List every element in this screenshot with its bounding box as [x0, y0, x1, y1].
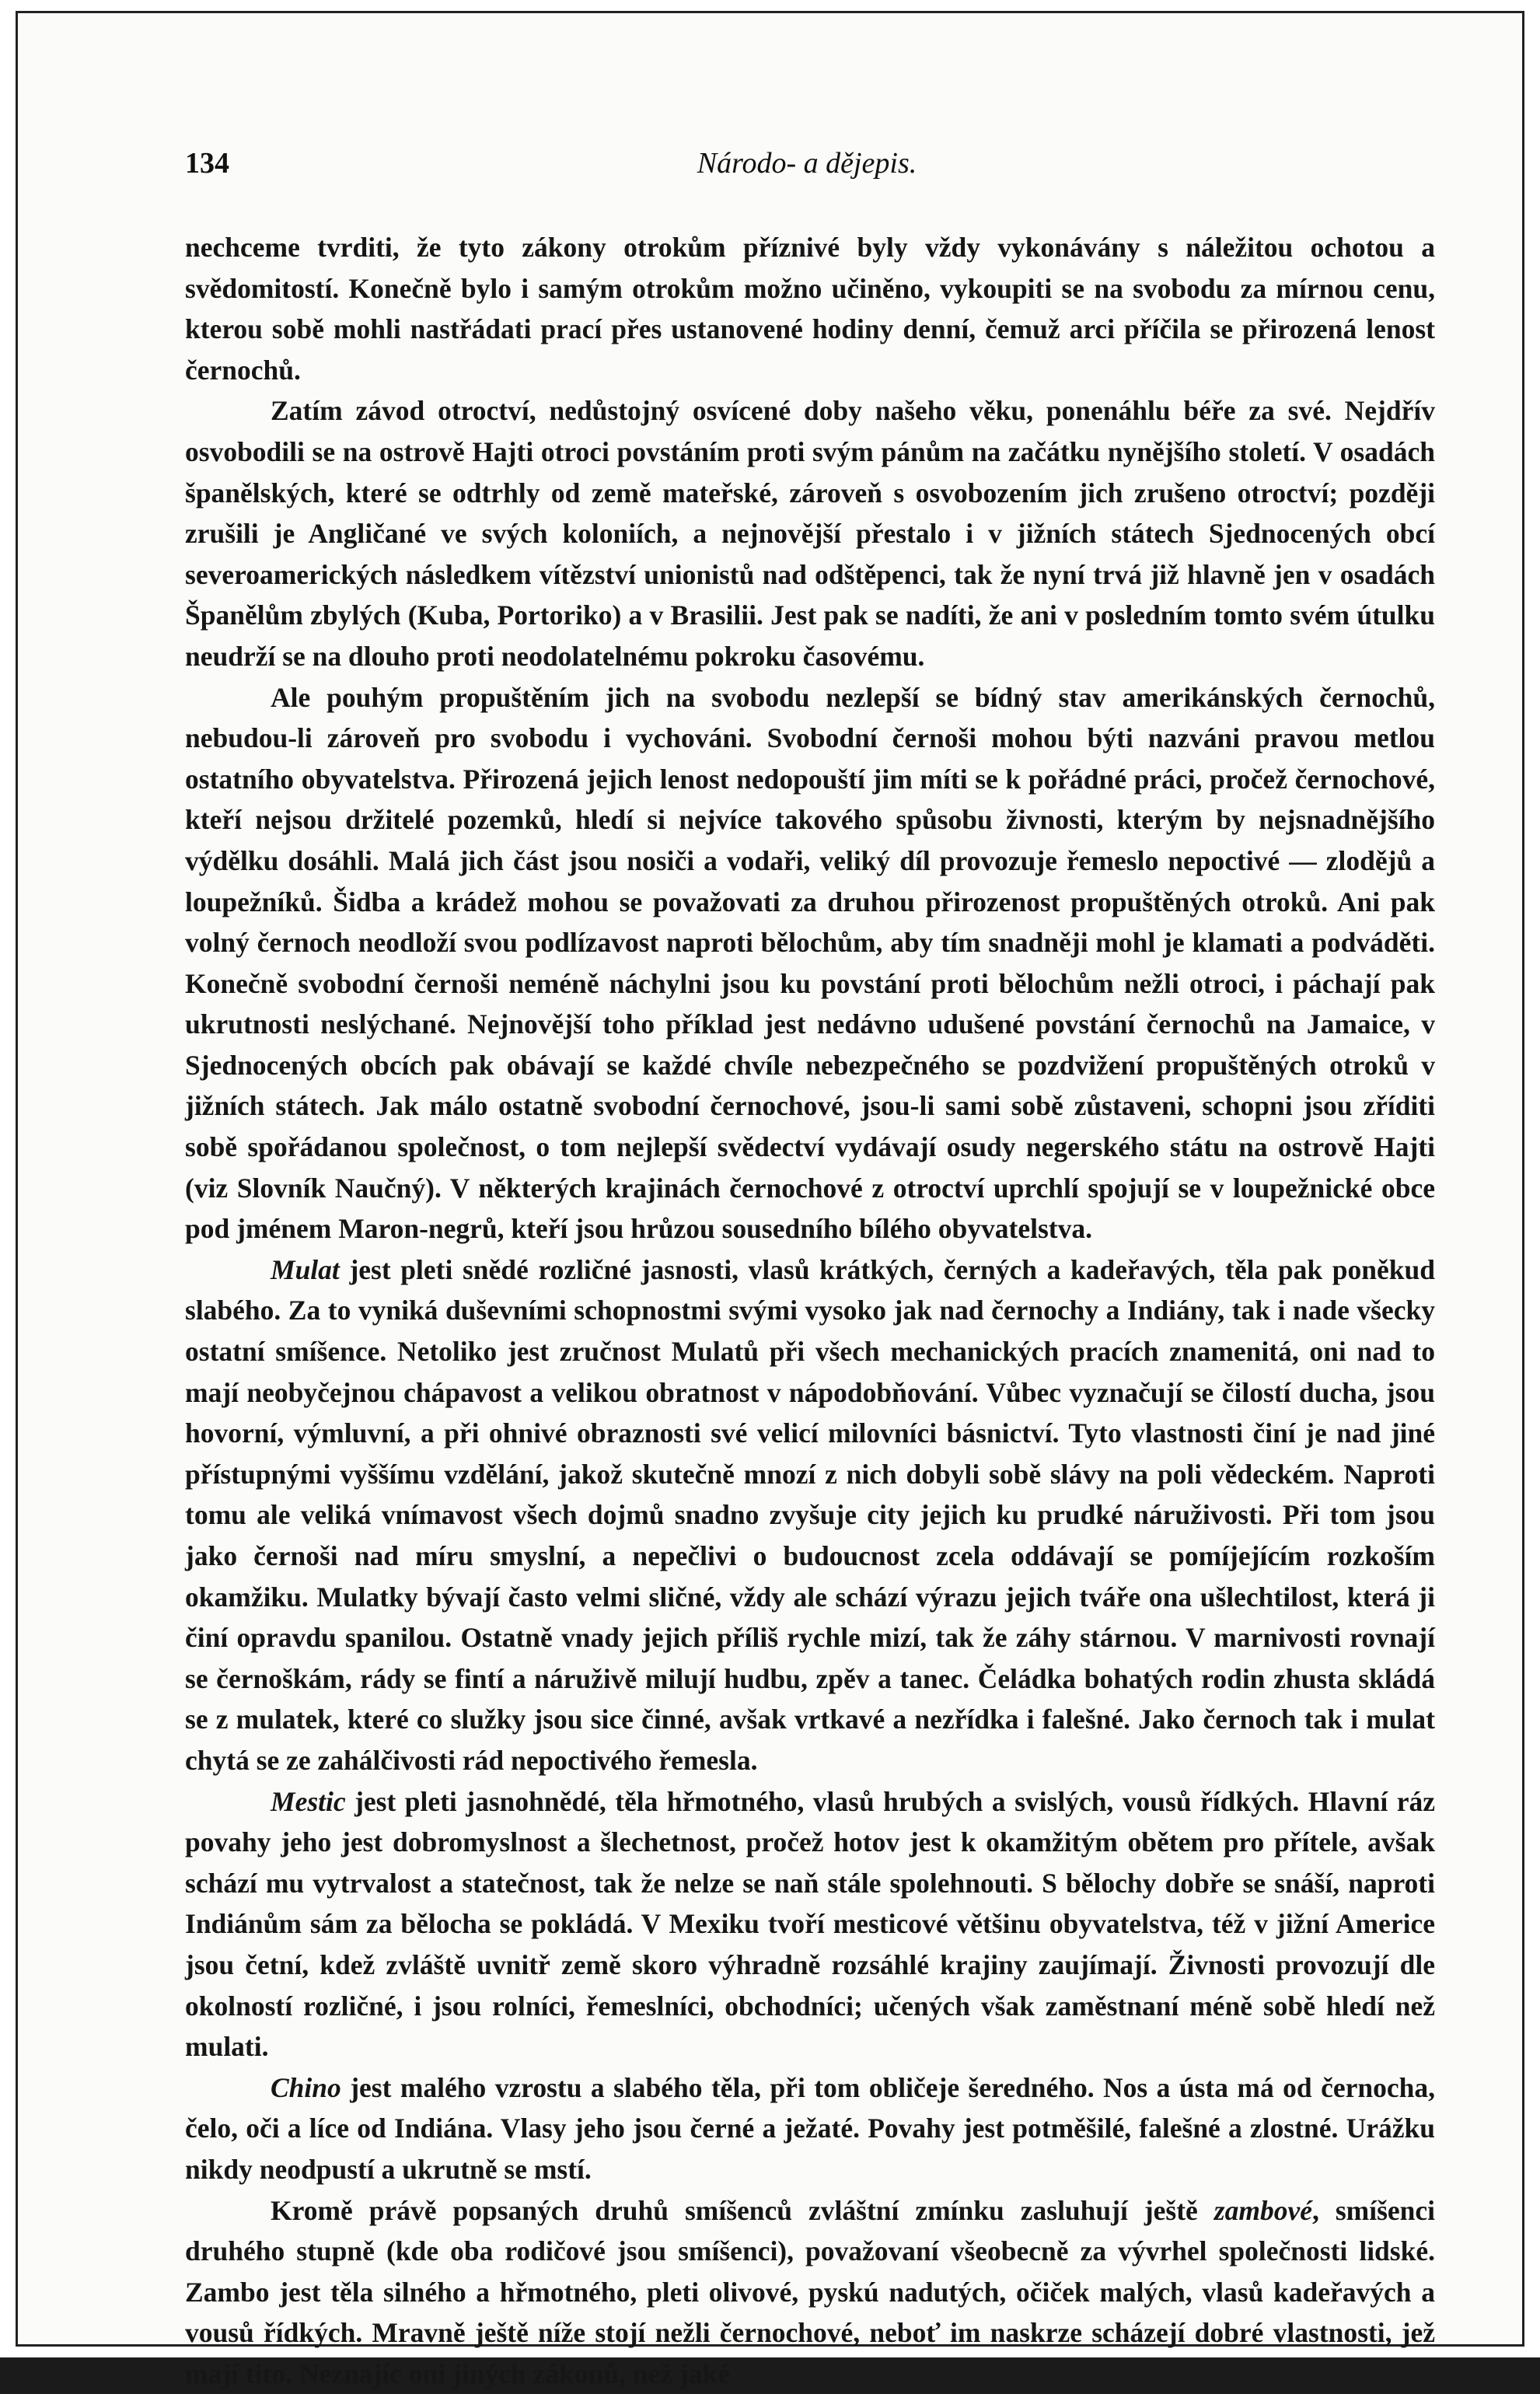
page-header — [185, 146, 1429, 193]
paragraph-text: jest malého vzrostu a slabého těla, při tom obličeje šeredného. Nos a ústa má od černocha, čelo, oči a líce od Indiána. Vlasy jeho jsou černé a ježaté. Povahy jest potměšilé, falešné a zlostné. Urážku nikdy neodpustí a ukrutně se mstí. — [185, 2072, 1435, 2185]
paragraph-mestic — [185, 1781, 1435, 2067]
page-number: 134 — [185, 146, 229, 180]
paragraph-text: nechceme tvrditi, že tyto zákony otrokům příznivé byly vždy vykonávány s náležitou ochotou a svědomitostí. Konečně bylo i samým otrokům možno učiněno, vykoupiti se na svobodu za mírnou cenu, kterou sobě mohli nastřádati prací přes ustanovené hodiny denní, čemuž arci příčila se přirozená lenost černochů. — [185, 232, 1435, 386]
paragraph-text: Ale pouhým propuštěním jich na svobodu nezlepší se bídný stav amerikánských černochů, nebudou-li zároveň pro svobodu i vychováni. Svobodní černoši mohou býti nazváni pravou metlou ostatního obyvatelstva. Přirozená jejich lenost nedopouští jim míti se k pořádné práci, pročež černochové, kteří nejsou držitelé pozemků, hledí si nejvíce takového spůsobu živnosti, kterým by nejsnadnějšího výdělku dosáhli. Malá jich část jsou nosiči a vodaři, veliký díl provozuje řemeslo nepoctivé — zlodějů a loupežníků. Šidba a krádež mohou se považovati za druhou přirozenost propuštěných otroků. Ani pak volný černoch neodloží svou podlízavost naproti bělochům, aby tím snadněji mohl je klamati a podváděti. Konečně svobodní černoši neméně náchylni jsou ku povstání proti bělochům nežli otroci, i páchají pak ukrutnosti neslýchané. Nejnovější toho příklad jest nedávno udušené povstání černochů na Jamaice, v Sjednocených obcích pak obávají se každé chvíle nebezpečného se pozdvižení propuštěných otroků v jižních státech. Jak málo ostatně svobodní černochové, jsou-li sami sobě zůstaveni, schopni jsou zříditi sobě spořádanou společnost, o tom nejlepší svědectví vydávají osudy negerského státu na ostrově Hajti (viz Slovník Naučný). V některých krajinách černochové z otroctví uprchlí spojují se v loupežnické obce pod jménem Maron-negrů, kteří jsou hrůzou sousedního bílého obyvatelstva. — [185, 682, 1435, 1245]
paragraph-text: jest pleti snědé rozličné jasnosti, vlasů krátkých, černých a kadeřavých, těla pak poněkud slabého. Za to vyniká duševními schopnostmi svými vysoko jak nad černochy a Indiány, tak i nade všecky ostatní smíšence. Netoliko jest zručnost Mulatů při všech mechanických pracích znamenitá, oni nad to mají neobyčejnou chápavost a velikou obratnost v nápodobňování. Vůbec vyznačují se čilostí ducha, jsou hovorní, výmluvní, a při ohnivé obraznosti své velicí milovníci básnictví. Tyto vlastnosti činí je nad jiné přístupnými vyššímu vzdělání, jakož skutečně mnozí z nich dobyli sobě slávy na poli vědeckém. Naproti tomu ale veliká vnímavost všech dojmů snadno zvyšuje city jejich ku prudké náruživosti. Při tom jsou jako černoši nad míru smyslní, a nepečlivi o budoucnost zcela oddávají se pomíjejícím rozkoším okamžiku. Mulatky bývají často velmi sličné, vždy ale schází výrazu jejich tváře ona ušlechtilost, která ji činí opravdu spanilou. Ostatně vnady jejich příliš rychle mizí, tak že záhy stárnou. V marnivosti rovnají se černoškám, rády se fintí a náruživě milují hudbu, zpěv a tanec. Čeládka bohatých rodin zhusta skládá se z mulatek, které co služky jsou sice činné, avšak vrtkavé a nezřídka i falešné. Jako černoch tak i mulat chytá se ze zahálčivosti rád nepoctivého řemesla. — [185, 1254, 1435, 1776]
paragraph-text: jest pleti jasnohnědé, těla hřmotného, vlasů hrubých a svislých, vousů řídkých. Hlavní ráz povahy jeho jest dobromyslnost a šlechetnost, pročež hotov jest k okamžitým obětem pro přítele, avšak schází mu vytrvalost a statečnost, tak že nelze se naň stále spolehnouti. S bělochy dobře se snáší, naproti Indiánům sám za bělocha se pokládá. V Mexiku tvoří mesticové většinu obyvatelstva, též v jižní Americe jsou četní, kdež zvláště uvnitř země skoro výhradně rozsáhlé krajiny zaujímají. Živnosti provozují dle okolností rozličné, i jsou rolníci, řemeslníci, obchodníci; učených však zaměstnaní méně sobě hledí než mulati. — [185, 1786, 1435, 2063]
body-text — [185, 227, 1435, 2394]
paragraph-text: , smíšenci druhého stupně (kde oba rodičové jsou smíšenci), považovaní všeobecně za vývrhel společnosti lidské. Zambo jest těla silného a hřmotného, pleti olivové, pyskú nadutých, očiček malých, vlasů kadeřavých a vousů řídkých. Mravně ještě níže stojí nežli černochové, neboť im naskrze scházejí dobré vlastnosti, jež mají tito. Neznajíc oni jiných zákonů, než jaké — [185, 2195, 1435, 2389]
running-title: Národo- a dějepis. — [185, 146, 1429, 180]
paragraph-1 — [185, 227, 1435, 390]
paragraph-2 — [185, 390, 1435, 676]
term-mulat: Mulat — [271, 1254, 340, 1285]
paragraph-zambo — [185, 2190, 1435, 2394]
paragraph-text-before: Kromě právě popsaných druhů smíšenců zvláštní zmínku zasluhují ještě — [271, 2195, 1214, 2226]
paragraph-mulat — [185, 1249, 1435, 1781]
term-chino: Chino — [271, 2072, 341, 2103]
term-mestic: Mestic — [271, 1786, 346, 1817]
paragraph-text: Zatím závod otroctví, nedůstojný osvícené doby našeho věku, ponenáhlu béře za své. Nejdřív osvobodili se na ostrově Hajti otroci povstáním proti svým pánům na začátku nynějšího století. V osadách španělských, které se odtrhly od země mateřské, zároveň s osvobozením jich zrušeno otroctví; později zrušili je Angličané ve svých koloniích, a nejnovější přestalo i v jižních státech Sjednocených obcí severoamerických následkem vítězství unionistů nad odštěpenci, tak že nyní trvá již hlavně jen v osadách Španělům zbylých (Kuba, Portoriko) a v Brasilii. Jest pak se nadíti, že ani v posledním tomto svém útulku neudrží se na dlouho proti neodolatelnému pokroku časovému. — [185, 395, 1435, 672]
term-zambove: zambové — [1214, 2195, 1312, 2226]
paragraph-chino — [185, 2067, 1435, 2190]
paragraph-3 — [185, 677, 1435, 1249]
